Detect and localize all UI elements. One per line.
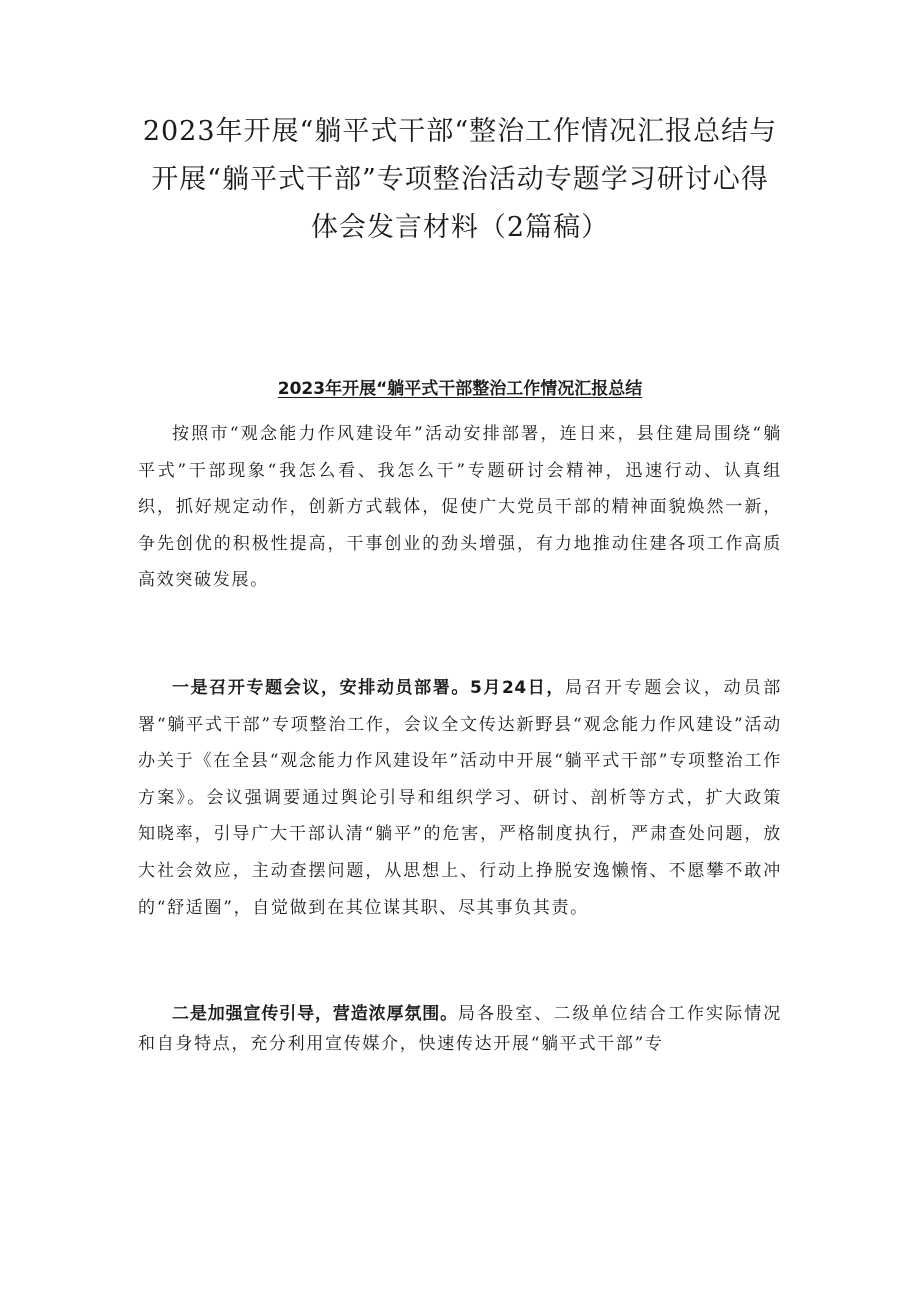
paragraph-publicity xyxy=(138,999,782,1059)
paragraph-meeting xyxy=(138,670,782,926)
paragraph-publicity-body: 局各股室、二级单位结合工作实际情况和自身特点，充分利用宣传媒介，快速传达开展“躺平式干部”专 xyxy=(138,1004,782,1055)
paragraph-publicity-lead: 二是加强宣传引导，营造浓厚氛围。 xyxy=(172,1004,459,1025)
paragraph-meeting-body: 局召开专题会议，动员部署“躺平式干部”专项整治工作，会议全文传达新野县“观念能力作风建设”活动办关于《在全县“观念能力作风建设年”活动中开展“躺平式干部”专项整治工作方案》。会议强调要通过舆论引导和组织学习、研讨、剖析等方式，扩大政策知晓率，引导广大干部认清“躺平”的危害，严格制度执行，严肃查处问题，放大社会效应，主动查摆问题，从思想上、行动上挣脱安逸懒惰、不愿攀不敢冲的“舒适圈”，自觉做到在其位谋其职、尽其事负其责。 xyxy=(138,677,782,918)
paragraph-intro: 按照市“观念能力作风建设年”活动安排部署，连日来，县住建局围绕“躺平式”干部现象“我怎么看、我怎么干”专题研讨会精神，迅速行动、认真组织，抓好规定动作，创新方式载体，促使广大党员干部的精神面貌焕然一新，争先创优的积极性提高，干事创业的劲头增强，有力地推动住建各项工作高质高效突破发展。 xyxy=(138,424,782,591)
title-line-3: 体会发言材料（2篇稿） xyxy=(310,212,610,243)
section-title: 2023年开展“躺平式干部整治工作情况汇报总结 xyxy=(277,379,643,399)
title-line-1: 2023年开展“躺平式干部“整治工作情况汇报总结与 xyxy=(142,116,778,147)
paragraph-meeting-lead: 一是召开专题会议，安排动员部署。5月24日， xyxy=(172,677,566,698)
document-title xyxy=(138,0,782,252)
title-line-2: 开展“躺平式干部”专项整治活动专题学习研讨心得 xyxy=(151,164,769,195)
